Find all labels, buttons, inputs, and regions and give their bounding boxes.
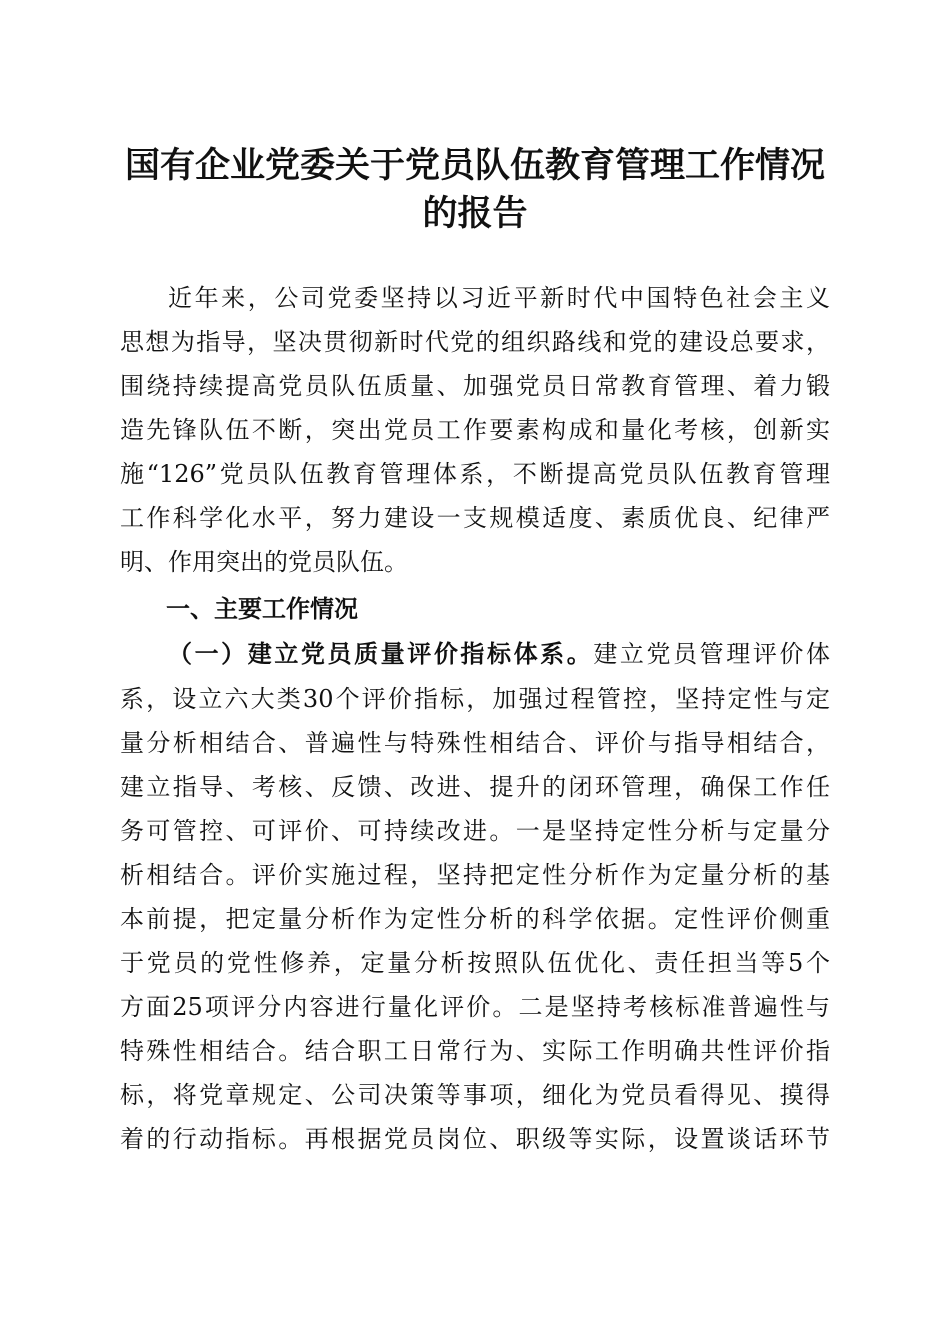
body-line: 特殊性相结合。结合职工日常行为、实际工作明确共性评价指 bbox=[120, 1037, 830, 1065]
body-line: 系，设立六大类30个评价指标，加强过程管控，坚持定性与定 bbox=[120, 685, 830, 713]
body-line: 着的行动指标。再根据党员岗位、职级等实际，设置谈话环节 bbox=[120, 1125, 830, 1153]
intro-line: 施“126”党员队伍教育管理体系，不断提高党员队伍教育管理 bbox=[120, 460, 830, 488]
body-line: 方面25项评分内容进行量化评价。二是坚持考核标准普遍性与 bbox=[120, 993, 830, 1021]
body-line: 于党员的党性修养，定量分析按照队伍优化、责任担当等5个 bbox=[120, 949, 830, 977]
body-line: 建立指导、考核、反馈、改进、提升的闭环管理，确保工作任 bbox=[120, 773, 830, 801]
document-title-line-1: 国有企业党委关于党员队伍教育管理工作情况 bbox=[124, 145, 825, 186]
body-line: 量分析相结合、普遍性与特殊性相结合、评价与指导相结合， bbox=[120, 729, 830, 757]
body-line: 务可管控、可评价、可持续改进。一是坚持定性分析与定量分 bbox=[120, 817, 830, 845]
subsection-first-line bbox=[168, 639, 830, 669]
body-line: 标，将党章规定、公司决策等事项，细化为党员看得见、摸得 bbox=[120, 1081, 830, 1109]
subsection-first-line-text: 建立党员管理评价体 bbox=[593, 640, 831, 668]
intro-line: 近年来，公司党委坚持以习近平新时代中国特色社会主义 bbox=[168, 284, 830, 312]
subsection-lead: （一）建立党员质量评价指标体系。 bbox=[168, 639, 594, 668]
body-line: 析相结合。评价实施过程，坚持把定性分析作为定量分析的基 bbox=[120, 861, 830, 889]
intro-line: 造先锋队伍不断，突出党员工作要素构成和量化考核，创新实 bbox=[120, 416, 830, 444]
intro-line: 工作科学化水平，努力建设一支规模适度、素质优良、纪律严 bbox=[120, 504, 830, 532]
body-line: 本前提，把定量分析作为定性分析的科学依据。定性评价侧重 bbox=[120, 905, 830, 933]
intro-line: 明、作用突出的党员队伍。 bbox=[120, 548, 408, 576]
intro-line: 围绕持续提高党员队伍质量、加强党员日常教育管理、着力锻 bbox=[120, 372, 830, 400]
document-title-line-2: 的报告 bbox=[422, 193, 528, 234]
section-heading: 一、主要工作情况 bbox=[166, 595, 358, 623]
intro-line: 思想为指导，坚决贯彻新时代党的组织路线和党的建设总要求， bbox=[120, 328, 830, 356]
